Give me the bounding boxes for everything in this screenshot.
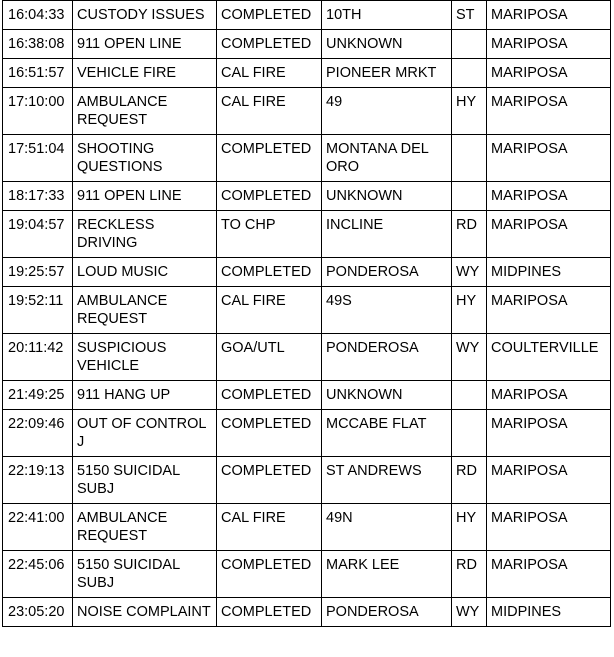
call-location: 49	[322, 88, 452, 135]
call-location: 10TH	[322, 1, 452, 30]
call-disposition: COMPLETED	[217, 182, 322, 211]
table-row	[3, 334, 611, 381]
call-city: MARIPOSA	[487, 551, 611, 598]
table-row	[3, 211, 611, 258]
street-suffix: RD	[452, 211, 487, 258]
call-time: 17:51:04	[3, 135, 73, 182]
table-row	[3, 598, 611, 627]
call-time: 22:19:13	[3, 457, 73, 504]
call-disposition: COMPLETED	[217, 1, 322, 30]
call-time: 16:04:33	[3, 1, 73, 30]
call-disposition: CAL FIRE	[217, 504, 322, 551]
street-suffix	[452, 182, 487, 211]
table-row	[3, 135, 611, 182]
street-suffix: RD	[452, 457, 487, 504]
call-city: MIDPINES	[487, 258, 611, 287]
table-row	[3, 1, 611, 30]
call-location: MONTANA DEL ORO	[322, 135, 452, 182]
call-time: 18:17:33	[3, 182, 73, 211]
call-city: MARIPOSA	[487, 211, 611, 258]
call-location: MCCABE FLAT	[322, 410, 452, 457]
call-type: VEHICLE FIRE	[73, 59, 217, 88]
call-city: MIDPINES	[487, 598, 611, 627]
call-type: SHOOTING QUESTIONS	[73, 135, 217, 182]
street-suffix: HY	[452, 504, 487, 551]
call-type: LOUD MUSIC	[73, 258, 217, 287]
street-suffix: WY	[452, 334, 487, 381]
call-location: UNKNOWN	[322, 182, 452, 211]
call-type: AMBULANCE REQUEST	[73, 287, 217, 334]
street-suffix	[452, 410, 487, 457]
call-type: RECKLESS DRIVING	[73, 211, 217, 258]
call-time: 21:49:25	[3, 381, 73, 410]
call-type: 911 OPEN LINE	[73, 182, 217, 211]
call-time: 17:10:00	[3, 88, 73, 135]
street-suffix: WY	[452, 258, 487, 287]
call-disposition: CAL FIRE	[217, 287, 322, 334]
call-city: MARIPOSA	[487, 30, 611, 59]
call-location: 49N	[322, 504, 452, 551]
call-time: 22:41:00	[3, 504, 73, 551]
street-suffix: ST	[452, 1, 487, 30]
call-city: MARIPOSA	[487, 182, 611, 211]
call-disposition: COMPLETED	[217, 598, 322, 627]
call-type: 911 OPEN LINE	[73, 30, 217, 59]
call-disposition: COMPLETED	[217, 381, 322, 410]
table-row	[3, 30, 611, 59]
call-time: 22:09:46	[3, 410, 73, 457]
call-log-table	[2, 0, 611, 627]
table-row	[3, 59, 611, 88]
table-row	[3, 551, 611, 598]
street-suffix	[452, 30, 487, 59]
call-time: 19:52:11	[3, 287, 73, 334]
table-row	[3, 381, 611, 410]
call-type: 5150 SUICIDAL SUBJ	[73, 457, 217, 504]
call-log-body	[3, 1, 611, 627]
call-time: 16:51:57	[3, 59, 73, 88]
table-row	[3, 504, 611, 551]
street-suffix	[452, 135, 487, 182]
call-disposition: CAL FIRE	[217, 88, 322, 135]
call-type: CUSTODY ISSUES	[73, 1, 217, 30]
call-type: OUT OF CONTROL J	[73, 410, 217, 457]
table-row	[3, 88, 611, 135]
call-time: 19:25:57	[3, 258, 73, 287]
table-row	[3, 410, 611, 457]
call-type: SUSPICIOUS VEHICLE	[73, 334, 217, 381]
call-time: 22:45:06	[3, 551, 73, 598]
call-disposition: COMPLETED	[217, 457, 322, 504]
call-location: ST ANDREWS	[322, 457, 452, 504]
call-city: MARIPOSA	[487, 410, 611, 457]
call-disposition: CAL FIRE	[217, 59, 322, 88]
table-row	[3, 287, 611, 334]
call-location: PONDEROSA	[322, 334, 452, 381]
call-location: PONDEROSA	[322, 598, 452, 627]
call-type: 5150 SUICIDAL SUBJ	[73, 551, 217, 598]
call-time: 16:38:08	[3, 30, 73, 59]
street-suffix	[452, 59, 487, 88]
call-type: 911 HANG UP	[73, 381, 217, 410]
call-city: MARIPOSA	[487, 59, 611, 88]
call-disposition: COMPLETED	[217, 410, 322, 457]
call-time: 19:04:57	[3, 211, 73, 258]
call-location: UNKNOWN	[322, 381, 452, 410]
call-time: 20:11:42	[3, 334, 73, 381]
call-city: MARIPOSA	[487, 381, 611, 410]
call-city: MARIPOSA	[487, 287, 611, 334]
street-suffix: HY	[452, 88, 487, 135]
call-city: COULTERVILLE	[487, 334, 611, 381]
table-row	[3, 258, 611, 287]
call-city: MARIPOSA	[487, 457, 611, 504]
call-location: MARK LEE	[322, 551, 452, 598]
call-disposition: COMPLETED	[217, 551, 322, 598]
call-location: INCLINE	[322, 211, 452, 258]
call-location: PIONEER MRKT	[322, 59, 452, 88]
street-suffix: WY	[452, 598, 487, 627]
call-city: MARIPOSA	[487, 88, 611, 135]
table-row	[3, 182, 611, 211]
call-disposition: GOA/UTL	[217, 334, 322, 381]
call-location: PONDEROSA	[322, 258, 452, 287]
call-type: NOISE COMPLAINT	[73, 598, 217, 627]
call-city: MARIPOSA	[487, 504, 611, 551]
call-city: MARIPOSA	[487, 1, 611, 30]
table-row	[3, 457, 611, 504]
street-suffix	[452, 381, 487, 410]
call-disposition: COMPLETED	[217, 258, 322, 287]
street-suffix: HY	[452, 287, 487, 334]
call-disposition: COMPLETED	[217, 30, 322, 59]
call-disposition: COMPLETED	[217, 135, 322, 182]
call-time: 23:05:20	[3, 598, 73, 627]
call-location: 49S	[322, 287, 452, 334]
street-suffix: RD	[452, 551, 487, 598]
call-disposition: TO CHP	[217, 211, 322, 258]
call-type: AMBULANCE REQUEST	[73, 504, 217, 551]
call-location: UNKNOWN	[322, 30, 452, 59]
call-type: AMBULANCE REQUEST	[73, 88, 217, 135]
call-city: MARIPOSA	[487, 135, 611, 182]
